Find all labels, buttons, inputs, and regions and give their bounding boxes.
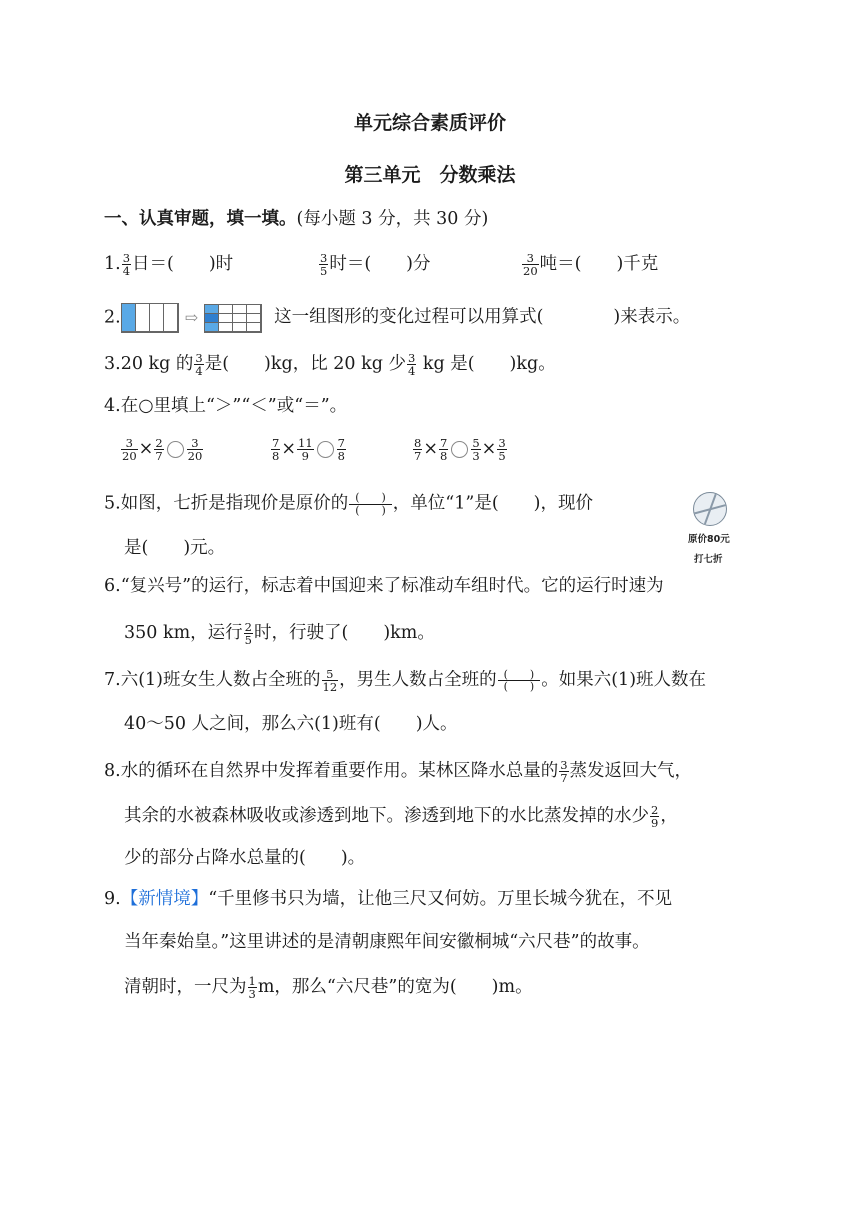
- q9-fraction-num: 1: [248, 974, 256, 988]
- basketball-icon: [693, 492, 727, 526]
- q5-line-2: 是( )元。: [124, 538, 226, 558]
- q6-fraction-num: 2: [244, 620, 252, 634]
- q4-2-c-num: 7: [337, 436, 345, 450]
- q4-item-1: [120, 437, 204, 462]
- compare-circle-2[interactable]: [317, 441, 334, 458]
- q1-fraction-c: [522, 252, 539, 277]
- q4-2-b-num: 11: [298, 436, 313, 450]
- q7-fraction-den: 12: [322, 680, 338, 695]
- q1-fraction-a: [122, 252, 131, 277]
- q9-text-3: m，那么“六尺巷”的宽为( )m。: [257, 977, 533, 998]
- section-heading-text: 一、认真审题，填一填。: [104, 209, 297, 229]
- question-8: [104, 759, 692, 784]
- q4-2-a: [271, 437, 280, 462]
- q5-text-1: 5.如图，七折是指现价是原价的: [104, 493, 349, 514]
- question-1: [104, 252, 233, 277]
- q9-fraction: [248, 975, 257, 1000]
- q4-2-b-den: 9: [301, 449, 309, 464]
- q9-text-2: 清朝时，一尺为: [124, 977, 247, 998]
- q7-blank-fraction: [498, 669, 541, 693]
- q4-1-b-den: 7: [155, 449, 163, 464]
- q3-fraction-1-den: 4: [195, 364, 203, 379]
- q4-2-a-den: 8: [272, 449, 280, 464]
- q3-fraction-2: [407, 352, 416, 377]
- q8-text-2: 蒸发返回大气，: [569, 761, 693, 782]
- question-1c: [521, 252, 658, 277]
- times-sign: ×: [423, 439, 438, 460]
- q4-2-c: [337, 437, 346, 462]
- q1-text-b: 时＝( )分: [329, 254, 431, 275]
- q4-3-b-num: 7: [440, 436, 448, 450]
- q5-blank-fraction: [349, 492, 392, 516]
- q4-1-c-den: 20: [187, 449, 203, 464]
- q7-text-3: 。如果六(1)班人数在: [541, 670, 707, 691]
- times-sign: ×: [138, 439, 154, 460]
- q1-fraction-a-den: 4: [122, 264, 131, 279]
- q1-fraction-a-num: 3: [122, 251, 131, 265]
- q6-text-1: 350 km，运行: [124, 623, 243, 644]
- q8-text-1: 8.水的循环在自然界中发挥着重要作用。某林区降水总量的: [104, 761, 559, 782]
- discount-label: 打七折: [694, 554, 723, 565]
- q6-fraction-den: 5: [244, 633, 252, 648]
- q4-2-c-den: 8: [337, 449, 345, 464]
- q6-fraction: [244, 621, 253, 646]
- q4-3-e-num: 3: [498, 436, 506, 450]
- q4-1-a-den: 20: [122, 449, 137, 464]
- page-subtitle: 第三单元 分数乘法: [344, 164, 516, 186]
- q9-line-2: 当年秦始皇。”这里讲述的是清朝康熙年间安徽桐城“六尺巷”的故事。: [124, 932, 650, 952]
- q7-line-2: 40～50 人之间，那么六(1)班有( )人。: [124, 714, 458, 734]
- q4-3-b-den: 8: [440, 449, 448, 464]
- compare-circle-1[interactable]: [167, 441, 184, 458]
- question-7: [104, 668, 706, 693]
- q8-fraction-1: [559, 759, 568, 784]
- price-label: 原价80元: [688, 534, 730, 545]
- q8-line-2: [124, 804, 678, 829]
- q8-text-4: ，: [660, 806, 678, 827]
- page-title: 单元综合素质评价: [353, 112, 506, 134]
- times-sign: ×: [281, 439, 296, 460]
- q8-fraction-2: [650, 804, 659, 829]
- q1-fraction-c-num: 3: [522, 252, 539, 265]
- q4-3-a: [413, 437, 422, 462]
- q4-2-b: [297, 437, 314, 462]
- q7-text-1: 7.六(1)班女生人数占全班的: [104, 670, 321, 691]
- q3-fraction-2-den: 4: [407, 364, 416, 379]
- q9-number: 9.: [104, 889, 121, 909]
- q4-3-b: [439, 437, 448, 462]
- q3-text-2: 是( )kg，比 20 kg 少: [204, 354, 406, 375]
- q1-fraction-b-den: 5: [320, 264, 328, 279]
- q9-line-3: [124, 975, 533, 1000]
- q7-blank-den: ( ): [503, 680, 535, 694]
- q7-text-2: ，男生人数占全班的: [339, 670, 497, 691]
- q3-fraction-2-num: 3: [407, 351, 416, 365]
- q3-text-1: 3.20 kg 的: [104, 354, 194, 375]
- q1-number: 1.: [104, 254, 121, 275]
- q4-1-a: [121, 437, 138, 462]
- q4-1-a-num: 3: [121, 437, 138, 450]
- q1-fraction-b: [319, 252, 328, 277]
- q8-text-3: 其余的水被森林吸收或渗透到地下。渗透到地下的水比蒸发掉的水少: [124, 806, 649, 827]
- q1-fraction-c-den: 20: [523, 264, 538, 279]
- q4-3-c-num: 5: [472, 436, 480, 450]
- q6-line-2: [124, 621, 435, 646]
- question-1b: [318, 252, 430, 277]
- q9-fraction-den: 3: [248, 987, 256, 1002]
- q8-line-3: 少的部分占降水总量的( )。: [124, 848, 366, 868]
- q7-blank-num: ( ): [498, 669, 541, 682]
- q4-3-e-den: 5: [498, 449, 506, 464]
- q4-item-2: [270, 437, 347, 462]
- q2-text: 这一组图形的变化过程可以用算式( )来表示。: [274, 307, 691, 328]
- q4-1-b-num: 2: [155, 436, 163, 450]
- q4-1-c-num: 3: [187, 437, 204, 450]
- q5-blank-den: ( ): [355, 503, 386, 517]
- times-sign: ×: [481, 439, 497, 460]
- q8-fraction-1-num: 3: [560, 758, 568, 772]
- q9-text-1: “千里修书只为墙，让他三尺又何妨。万里长城今犹在，不见: [208, 889, 673, 909]
- q8-fraction-2-den: 9: [651, 816, 659, 831]
- q5-blank-num: ( ): [349, 492, 392, 505]
- q7-fraction-num: 5: [322, 668, 339, 681]
- q4-3-e: [497, 437, 506, 462]
- q6-text-2: 时，行驶了( )km。: [254, 623, 435, 644]
- q1-fraction-b-num: 3: [320, 251, 328, 265]
- section-note: (每小题 3 分，共 30 分): [296, 209, 489, 229]
- q4-1-c: [187, 437, 204, 462]
- question-2: [104, 303, 690, 333]
- arrow-right-icon: ⇨: [184, 308, 199, 327]
- compare-circle-3[interactable]: [451, 441, 468, 458]
- q4-1-b: [154, 437, 163, 462]
- question-3: [104, 352, 556, 377]
- q2-figure-after: [204, 304, 262, 333]
- q5-text-2: ，单位“1”是( )，现价: [392, 493, 593, 514]
- question-9: [104, 891, 672, 909]
- q1-text-a: 日＝( )时: [132, 254, 234, 275]
- q4-3-a-num: 8: [414, 436, 422, 450]
- q7-fraction: [322, 668, 339, 693]
- q4-3-c: [471, 437, 480, 462]
- q1-text-c: 吨＝( )千克: [539, 254, 659, 275]
- q3-text-3: kg 是( )kg。: [417, 354, 556, 375]
- q4-3-c-den: 3: [472, 449, 480, 464]
- new-context-tag: 【新情境】: [120, 889, 209, 909]
- q8-fraction-1-den: 7: [560, 771, 568, 786]
- question-6: 6.“复兴号”的运行，标志着中国迎来了标准动车组时代。它的运行时速为: [104, 576, 664, 596]
- section-heading: [104, 211, 488, 229]
- q4-item-3: [412, 437, 508, 462]
- q2-number: 2.: [104, 307, 121, 328]
- q8-fraction-2-num: 2: [651, 803, 659, 817]
- q4-2-a-num: 7: [272, 436, 280, 450]
- question-4: 4.在○里填上“＞”“＜”或“＝”。: [104, 396, 348, 416]
- q4-3-a-den: 7: [414, 449, 422, 464]
- q3-fraction-1-num: 3: [195, 351, 203, 365]
- q3-fraction-1: [194, 352, 203, 377]
- q2-figure-before: [121, 303, 179, 333]
- question-5: [104, 492, 593, 516]
